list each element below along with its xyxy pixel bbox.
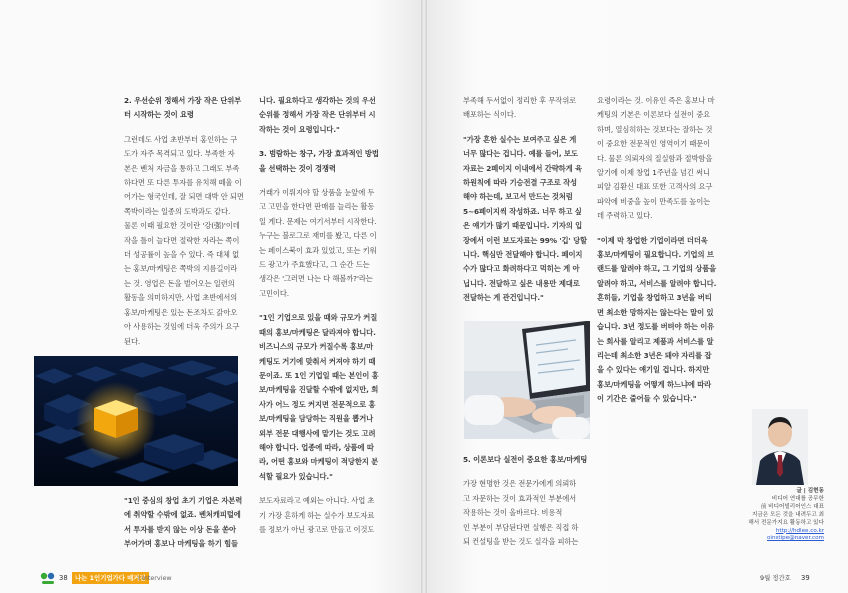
quote-line: 니다. 핵심만 전달해야 합니다. 페이지 [463,250,583,260]
author-line: 해서 전문가지요 활동하고 있다 [748,519,824,526]
quote-line: 해야 합니다. 업종에 따라, 상품에 따 [259,442,374,452]
body-text-line: 보도자료라고 예외는 아니다. 사업 초 [259,496,375,506]
body-text-line: 배포하는 식이다. [463,110,517,120]
quote-line: 작하는 것이 요령입니다." [259,124,340,134]
right-column-1 [463,94,591,306]
laptop-typing-image [464,321,590,439]
body-text-line: 는 페이스북이 효과 있었고, 또는 키워 [259,245,377,255]
body-text-line: 요령이라는 것. 이유인 즉은 홍보나 마 [597,96,715,105]
body-text-line: 다. 물론 의뢰자의 질실함과 절박함을 [597,153,713,163]
quote-line: 흔히들, 기업을 창업하고 3년을 버티 [597,293,712,303]
quote-line: "1인 중심의 창업 초기 기업은 자본력 [124,496,243,505]
quote-line: 때의 홍보/마케팅은 달라져야 합니다. [259,327,376,337]
paragraph-gap [463,123,591,133]
paragraph-gap [259,484,387,494]
body-text-line: 데 주력하고 있다. [597,211,653,221]
body-text-line: 케팅의 기본은 이론보다 실전이 중요 [597,110,711,120]
paragraph-gap [259,137,387,147]
author-blog-link[interactable]: http://hdlee.co.kr [775,527,824,534]
body-text-line: 고민이다. [259,288,290,298]
quote-line: 문이죠. 또 1인 기업일 때는 본인이 홍 [259,370,379,380]
quote-line: 니다. 필요하다고 생각하는 것의 우선 [259,96,376,105]
quote-line: 이 기간은 줄어들 수 있습니다." [597,394,697,404]
quote-line: "이제 막 창업한 기업이라면 더더욱 [597,235,708,245]
right-page-number: 39 [801,574,810,582]
quote-line: 장에서 이런 보도자료는 99% '깁' 당할 [463,235,587,245]
body-text-line: 이 중요한 전문적인 영역이기 때문이 [597,139,711,149]
body-text-line: 쪽박이라는 일종의 도박과도 같다. [124,206,231,216]
quote-line: 에 취약할 수밖에 없죠. 벤처캐피털에 [124,510,241,520]
quote-line: 석할 필요가 있습니다." [259,471,333,481]
quote-line: 보/마케팅을 진달할 수밖에 없지만, 회 [259,385,379,395]
body-text-line: 피알 김환신 대표 또한 고객사의 요구 [597,182,713,192]
body-text-line: 된다. [124,336,141,346]
quote-line: 을 수 있다는 얘기일 겁니다. 하지만 [597,365,710,375]
body-text-line: 아 사용하는 것임에 더욱 주의가 요구 [124,322,240,332]
author-byline: 글 | 김현동 [796,488,824,494]
quote-line: 닙니다. 전달하고 싶은 내용만 제대로 [463,278,580,288]
author-email-link[interactable]: oinstipe@naver.com [766,535,824,542]
paragraph-gap [259,301,387,311]
quote-line: 는 회사를 알리고 제품과 서비스를 알 [597,336,714,346]
paragraph-gap [597,224,725,234]
body-text-line: 누구는 블로그로 재미를 봤고, 다른 이 [259,231,377,241]
body-text-line: 본은 벤처 자금을 통하고 그래도 부족 [124,163,240,173]
quote-line: 은 얘기가 많기 때문입니다. 기자의 입 [463,221,583,231]
body-text-line: 드 광고가 주효했다고, 그 순간 드는 [259,260,370,270]
quote-line: 케팅도 거기에 맞춰서 커져야 하기 때 [259,356,376,366]
issue-label: 9월 정간호 [760,574,791,582]
section-heading-3: 3. 범람하는 창구, 가장 효과적인 방법 [259,149,379,159]
left-page-number: 38 [59,574,68,582]
quote-line: 너무 많다는 겁니다. 예를 들어, 보도 [463,149,578,159]
left-column-1-bottom [124,494,250,552]
glowing-cube-image [34,356,238,486]
author-line: 前 비디어빌리어인스 대표 [760,503,824,510]
body-text-line: 인 부분이 부담된다면 실행은 직접 하 [463,522,579,532]
body-text-line: 고 고민을 한다면 판매를 늘리는 활동 [259,202,375,212]
body-text-line: 하다면 또 다른 투자를 유치해 떼울 이 [124,178,242,188]
page-gutter [421,0,427,593]
quote-line: 부어가며 홍보나 마케팅을 하기 힘들 [124,539,238,549]
quote-line: 해야 하는데, 보고서 만드는 것처럼 [463,192,573,202]
body-text-line: 는 홍보/마케팅은 쪽박의 지름길이라 [124,264,238,274]
body-text-line: 고 자문하는 것이 효과적인 부분에서 [463,493,577,503]
body-text-line: 알기에 이제 창업 1주년을 넘긴 써니 [597,168,710,178]
body-text-line: 작용하는 것이 올바르다. 비용적 [463,508,563,518]
body-text-line: 하며, 열심히하는 것보다는 잘하는 것 [597,124,713,134]
left-column-1-top [124,94,250,349]
left-column-2 [259,94,387,537]
quote-line: 자료는 2페이지 이내에서 간략하게 육 [463,163,582,173]
quote-line: 면 최소한 망하지는 않는다는 말이 있 [597,307,714,317]
body-text-line: 생각은 '그러면 나는 다 해볼까?'라는 [259,274,373,284]
body-text-line: 활동을 의미하지만, 사업 초반에서의 [124,293,238,303]
body-text-line: 가장 현명한 것은 전문가에게 의뢰하 [463,479,577,489]
author-info [740,488,824,543]
quote-line: 라, 어떤 홍보와 마케팅이 적당한지 분 [259,457,379,467]
quote-line: 사가 어느 정도 커지면 전문적으로 홍 [259,399,376,409]
quote-line: 5~6페이지씩 작성하죠. 너무 하고 싶 [463,206,582,216]
body-text-line: 그런데도 사업 초반부터 홍인하는 구 [124,134,238,144]
body-text-line: 도가 자주 목격되고 있다. 부족한 자 [124,149,235,159]
body-text-line: 파악에 비중을 높이 만족도를 높이는 [597,196,711,206]
body-text-line: 기 가장 흔하게 하는 실수가 보도자료 [259,510,375,520]
quote-line: 알려야 하고, 서비스를 알려야 합니다. [597,278,717,288]
quote-line: 습니다. 3년 정도를 버텨야 하는 이유 [597,322,715,332]
quote-line: 외부 전문 대행사에 맡기는 것도 고려 [259,428,376,438]
paragraph-gap [463,467,591,477]
quote-line: 홍보/마케팅을 어떻게 하느냐에 따라 [597,379,712,389]
body-text-line: 어가는 형국인데, 잘 되면 대박 안 되면 [124,192,244,202]
quote-line: 비즈니스의 규모가 커질수록 홍보/마 [259,342,374,352]
paragraph-gap [259,176,387,186]
quote-line: 서 투자를 받지 않는 이상 돈을 쏟아 [124,524,236,534]
body-text-line: 작을 틀이 늘다면 절략한 자라는 쪽이 [124,235,240,245]
right-column-1-bottom [463,453,591,549]
section-heading-3: 을 선택하는 것이 경쟁력 [259,163,336,173]
paragraph-gap [124,123,250,133]
section-heading-2: 터 시작하는 것이 요령 [124,110,194,120]
author-line: 지금은 모든 것을 내려두고 최 [752,511,824,518]
body-text-line: 물론 이때 필요한 것이란 '강(强)'이데 [124,221,240,231]
body-text-line: 일 게다. 문제는 여기서부터 시작한다. [259,216,377,226]
author-photo [752,409,808,485]
section-label: I Interview [138,574,172,582]
body-text-line: 되 컨설팅을 받는 것도 실각을 피하는 [463,537,579,547]
quote-line: 보/마케팅을 담당하는 직원을 뽑거나 [259,414,374,424]
magazine-title-box: 나는 1인기업가다 매거진 [72,572,149,584]
quote-line: 수가 많다고 화려하다고 먹히는 게 아 [463,264,580,274]
quote-line: "1인 기업으로 있을 때와 규모가 커질 [259,313,378,323]
body-text-line: 는 것. 영업은 돈을 벌어오는 일련의 [124,278,235,288]
magazine-logo-icon [40,571,54,585]
quote-line: 리는데 최소한 3년은 돼야 자리를 잡 [597,350,712,360]
section-heading-5: 5. 이론보다 실전이 중요한 홍보/마케팅 [463,455,588,464]
body-text-line: 더 성공률이 높을 수 있다. 즉 대체 없 [124,250,240,260]
section-heading-2: 2. 우선순위 정해서 가장 작은 단위부 [124,96,242,105]
quote-line: 하원칙에 따라 기승전결 구조로 작성 [463,178,577,188]
body-text-line: 부족해 두서없이 정리한 후 무작위로 [463,96,577,105]
right-column-2 [597,94,725,407]
quote-line: 홍보/마케팅이 필요합니다. 기업의 브 [597,250,714,260]
body-text-line: 를 정보가 아닌 광고로 만들고 이것도 [259,524,375,534]
author-line: 비디어 연대를 공무한 [771,495,824,502]
body-text-line: 홍보/마케팅은 있는 돈조차도 갉아오 [124,307,238,317]
quote-line: "가장 흔한 실수는 보여주고 싶은 게 [463,134,577,144]
body-text-line: 거래가 이뤄지야 할 상품을 눈앞에 두 [259,188,375,198]
quote-line: 전달하는 게 관건입니다." [463,293,544,303]
quote-line: 순위를 정해서 가장 작은 단위부터 시 [259,110,376,120]
quote-line: 랜드를 알려야 하고, 그 기업의 상품을 [597,264,717,274]
